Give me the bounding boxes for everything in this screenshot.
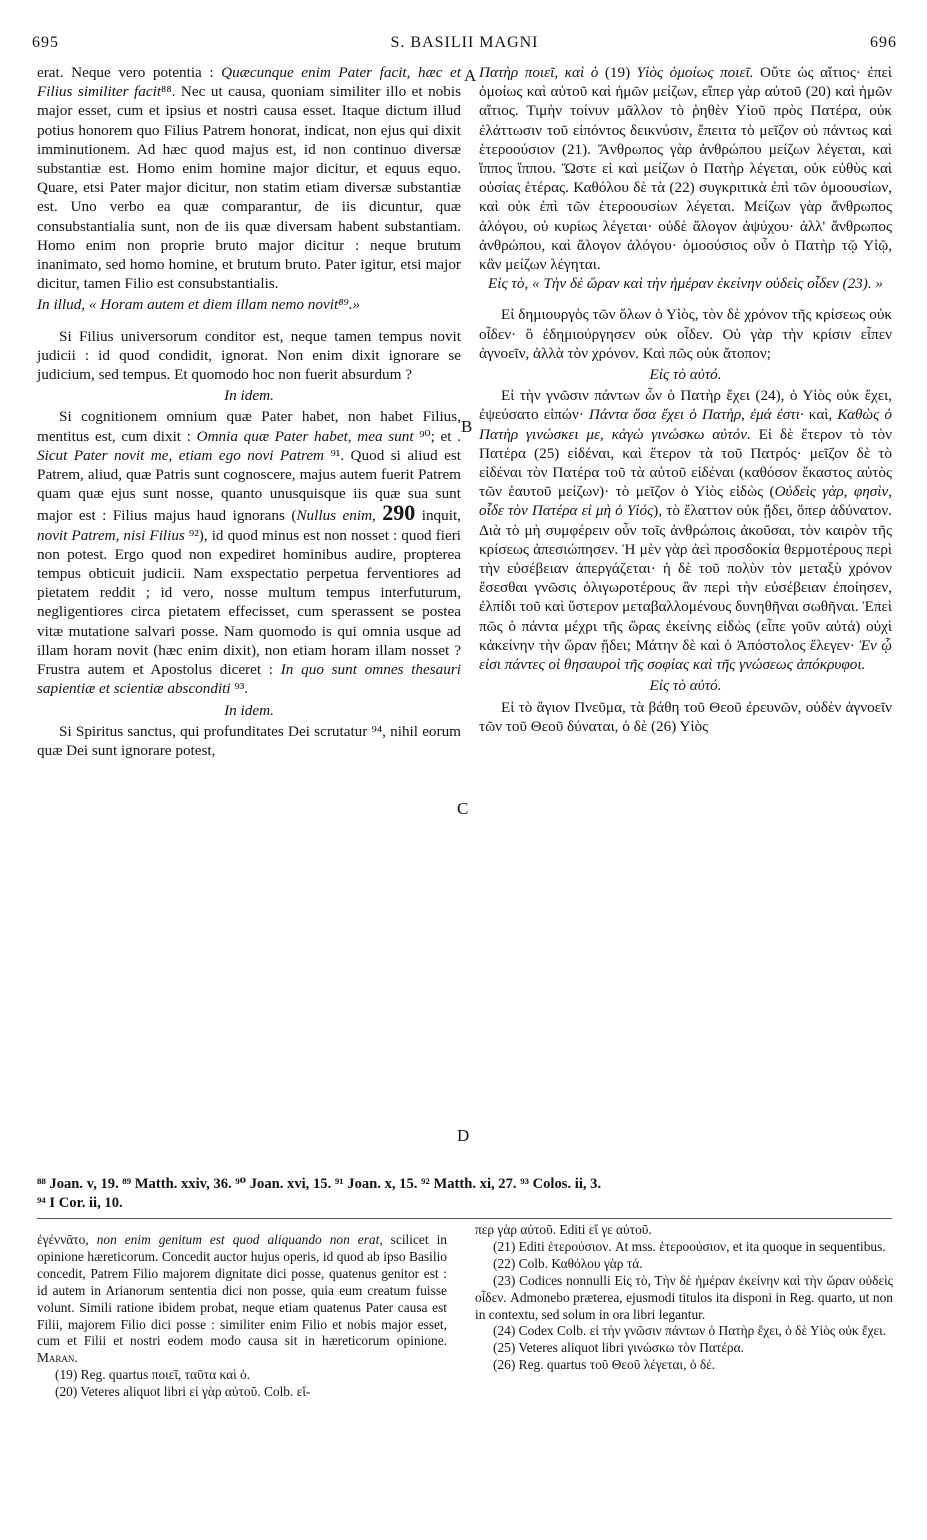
footnote-signature: Maran. bbox=[37, 1350, 78, 1366]
latin-section-title: In illud, « Horam autem et diem illam nemo novit⁸⁹.» bbox=[37, 296, 361, 314]
latin-heading-in-idem-2: In idem. bbox=[224, 701, 274, 719]
footnote-25: (25) Veteres aliquot libri γινώσκω τὸν Πατέρα. bbox=[493, 1340, 744, 1356]
greek-paragraph-4: Εἰ τὸ ἅγιον Πνεῦμα, τὰ βάθη τοῦ Θεοῦ ἐρευνῶν, οὐδὲν ἀγνοεῖν τῶν τοῦ Θεοῦ δύναται, ὁ δὲ (26) Υἱὸς bbox=[479, 698, 892, 735]
latin-column bbox=[37, 63, 461, 760]
latin-paragraph-2: Si Filius universorum conditor est, neque tamen tempus novit judicii : id quod condidit, ignorat. Non enim dixit ignorare se judicium, sed tempus. Et quomodo hoc non fuerit absurdum ? bbox=[37, 327, 461, 384]
footnote-commentary: ἐγέννᾶτο, non enim genitum est quod aliquando non erat, scilicet in opinione hæreticorum. Concedit auctor hujus operis, id quod ab ipso Basilio concedit, Patrem Filio majorem dignitate dici posse, quatenus genitor est : id autem in Arianorum sententia dici non posse, quia eum creatum fuisse volunt. Simili ratione ibidem probat, neque etiam quatenus Pater causa est Filii, majorem Filio dici posse : similiter enim Filio et nobis major esset, cum et Filii et nostri eodem modo causa sit in hæreticorum opinione. Maran. bbox=[37, 1232, 447, 1366]
page-header bbox=[32, 34, 897, 56]
greek-paragraph-2: Εἰ δημιουργὸς τῶν ὅλων ὁ Υἱὸς, τὸν δὲ χρόνον τῆς κρίσεως οὐκ οἶδεν· ὃ ἐδημιούργησεν οὐκ οἶδεν. Οὐ γὰρ τὴν κρίσιν εἶπεν ἀγνοεῖν, ἀλλὰ τὸν χρόνον. Καὶ πῶς οὐκ ἄτοπον; bbox=[479, 306, 892, 362]
margin-letter-c: C bbox=[457, 799, 469, 818]
references-line-2: ⁹⁴ I Cor. ii, 10. bbox=[37, 1195, 123, 1211]
greek-paragraph-3: Εἰ τὴν γνῶσιν πάντων ὧν ὁ Πατὴρ ἔχει (24), ὁ Υἱὸς οὐκ ἔχει, ἐψεύσατο εἰπών· Πάντα ὅσα ἔχει ὁ Πατὴρ, ἐμά ἐστι· καὶ, Καθὼς ὁ Πατὴρ γινώσκει με, κἀγὼ γινώσκω αὐτόν. Εἰ δὲ ἕτερον τὸ τὸν Πατέρα (25) εἰδέναι, καὶ ἕτερον τὰ τοῦ Πατρός· μεῖζον δὲ τὸ εἰδέναι τὸν Πατέρα τοῦ τὰ αὐτοῦ εἰδέναι (καθόσον ἕκαστος αὐτὸς τῶν ἑαυτοῦ μείζων)· τὸ μεῖζον ὁ Υἱὸς εἰδὼς (Οὐδεὶς γὰρ, φησὶν, οἶδε τὸν Πατέρα εἰ μὴ ὁ Υἱός), τὸ ἔλαττον οὐκ ᾔδει, ὅπερ ἀδύνατον. Διὰ τὸ μὴ συμφέρειν οὖν τοῖς ἀνθρώποις ἀκοῦσαι, τὸν καιρὸν τῆς κρίσεως ἀπεσιώπησεν. Ἡ μὲν γὰρ ἀεὶ προσδοκία θερμοτέρους περὶ τὴν εὐσέβειαν ἀπεργάζεται· ἡ δὲ τοῦ πολὺν τὸν μεταξὺ χρόνον ἔσεσθαι γνῶσις ὀλιγωροτέρους ἂν περὶ τὴν εὐσέβειαν ἐποίησεν, ἐλπίδι τοῦ καὶ ὕστερον μεταβαλλομένους δυνηθῆναι σωθῆναι. Ἐπεὶ πῶς ὁ πάντα μέχρι τῆς ὥρας ἐκείνης εἰδὼς (εἶπε γοῦν αὐτά) οὐχὶ κἀκείνην τὴν ὥραν ᾔδει; Μάτην δὲ καὶ ὁ Ἀπόστολος ἔλεγεν· Ἐν ᾧ εἰσι πάντες οἱ θησαυροὶ τῆς σοφίας καὶ τῆς γνώσεως ἀπόκρυφοι. bbox=[479, 387, 893, 674]
footnotes-right bbox=[475, 1222, 893, 1374]
margin-letter-a: A bbox=[464, 66, 477, 85]
latin-paragraph-1: erat. Neque vero potentia : Quæcunque enim Pater facit, hæc et Filius similiter facit⁸⁸. Nec ut causa, quoniam similiter illo et nobis major esset, cum et ipsius et nostri causa esset. Itaque dictum illud potius honorem quo Filius Patrem honorat, indicat, non ejus qui dixit imminutionem. Ad hæc quod majus est, id non continuo diversæ substantiæ est. Homo enim homine major dicitur, et equus equo. Quare, etsi Pater major dicitur, non statim etiam diversæ substantiæ est. Uno verbo ea quæ comparantur, de iis dicuntur, quæ consubstantialia sunt, non de iis quæ diversam habent substantiam. Homo enim non proprie bruto major dicitur : neque brutum inanimato, sed homo homine, et brutum bruto. Pater igitur, etsi major dicitur, tamen Filio est consubstantialis. bbox=[37, 64, 462, 293]
footnote-20-continued: περ γὰρ αὐτοῦ. Editi εἴ γε αὐτοῦ. bbox=[475, 1222, 652, 1237]
footnote-21: (21) Editi ἑτερούσιον. At mss. ἑτεροούσιον, et ita quoque in sequentibus. bbox=[493, 1238, 886, 1254]
margin-letter-d: D bbox=[457, 1126, 470, 1145]
footnote-26: (26) Reg. quartus τοῦ Θεοῦ λέγεται, ὁ δέ. bbox=[493, 1357, 716, 1373]
footnote-20: (20) Veteres aliquot libri εἰ γὰρ αὐτοῦ. Colb. εἴ- bbox=[55, 1384, 311, 1400]
margin-letter-b: B bbox=[461, 417, 473, 436]
greek-paragraph-1: Πατὴρ ποιεῖ, καὶ ὁ (19) Υἱὸς ὁμοίως ποιεῖ. Οὔτε ὡς αἴτιος· ἐπεὶ ὁμοίως καὶ αὐτοῦ καὶ ἡμῶν μείζων, εἴπερ γὰρ αὐτοῦ (20) καὶ ἡμῶν αἴτιος. Τιμὴν τοίνυν μᾶλλον τὸ ῥηθὲν Υἱοῦ πρὸς Πατέρα, οὐκ ἐλάττωσιν τοῦ εἰπόντος δεικνύσιν, ἔπειτα τὸ μεῖζον οὐ πάντως καὶ ἑτεροούσιον (21). Ἄνθρωπος γὰρ ἀνθρώπου μείζων λέγεται, καὶ ἵππος ἵππου. Ὥστε εἰ καὶ μείζων ὁ Πατὴρ λέγεται, οὐκ εὐθὺς καὶ οὐσίας ἑτέρας. Καθόλου δὲ τὰ (22) συγκριτικὰ ἐπὶ τῶν ὁμοουσίων, καὶ οὐκ ἐπὶ τῶν ἑτεροουσίων λέγεται. Μείζων γὰρ ἄνθρωπος ἀλόγου, οὐ κυρίως λέγεται· οὐδὲ ἄλογον ἀψύχου· ἀλλ' ἄνθρωπος ἀνθρώπου, καὶ ἄλογον ἀλόγου· ὁμοούσιος οὖν ὁ Πατὴρ τῷ Υἱῷ, κἂν μείζων λέγηται. bbox=[479, 64, 893, 274]
latin-paragraph-3: Si cognitionem omnium quæ Pater habet, non habet Filius, mentitus est, cum dixit : Omnia quæ Pater habet, mea sunt ⁹⁰; et . Sicut Pater novit me, etiam ego novi Patrem ⁹¹. Quod si aliud est Patrem, aliud, quæ Patris sunt cognoscere, majus autem fuerit Patrem quam quæ ejus sunt nosse, quanto unusquisque iis quæ sua sunt major est : Filius majus haud ignorans (Nullus enim, 290 inquit, novit Patrem, nisi Filius ⁹²), id quod minus est non nosset : quod fieri non potest. Ergo quod non expediret hominibus audire, propterea tempus obticuit judicii. Nam exspectatio perpetua ferventiores ad pietatem reddit ; id vero, nosse multum tempus interfuturum, negligentiores circa pietatem effecisset, cum sperassent se postea vitæ mutatione salvari posse. Nam quomodo is qui omnia usque ad illam horam novit (hæc enim dixit), non etiam horam illam nosset ? Frustra autem et Apostolus diceret : In quo sunt omnes thesauri sapientiæ et scientiæ absconditi ⁹³. bbox=[37, 408, 461, 698]
greek-column bbox=[479, 63, 892, 736]
scripture-references bbox=[37, 1175, 892, 1213]
page-number-right: 696 bbox=[870, 34, 897, 51]
footnote-24: (24) Codex Colb. εἰ τὴν γνῶσιν πάντων ὁ Πατὴρ ἔχει, ὁ δὲ Υἱὸς οὐκ ἔχει. bbox=[493, 1323, 887, 1339]
footnote-22: (22) Colb. Καθόλου γὰρ τά. bbox=[493, 1255, 643, 1271]
footnote-23: (23) Codices nonnulli Εἰς τὸ, Τὴν δὲ ἡμέραν ἐκείνην καὶ τὴν ὥραν οὐδεὶς οἶδεν. Admonebo præterea, ejusmodi titulos ita disponi in Reg. quarto, ut non in contextu, sed solum in ora libri legantur. bbox=[475, 1272, 893, 1322]
latin-paragraph-4: Si Spiritus sanctus, qui profunditates Dei scrutatur ⁹⁴, nihil eorum quæ Dei sunt ignorare potest, bbox=[37, 722, 461, 759]
greek-heading-eis-to-auto-1: Εἰς τὸ αὐτό. bbox=[649, 366, 722, 384]
footnote-divider bbox=[37, 1218, 892, 1219]
latin-heading-in-idem-1: In idem. bbox=[224, 387, 274, 405]
footnotes-left bbox=[37, 1232, 447, 1401]
page-number-left: 695 bbox=[32, 34, 59, 51]
footnote-19: (19) Reg. quartus ποιεῖ, ταῦτα καὶ ὁ. bbox=[55, 1367, 251, 1383]
references-line-1: ⁸⁸ Joan. v, 19. ⁸⁹ Matth. xxiv, 36. ⁹⁰ Joan. xvi, 15. ⁹¹ Joan. x, 15. ⁹² Matth. xi, 27. ⁹³ Colos. ii, 3. bbox=[37, 1176, 602, 1192]
greek-heading-eis-to-auto-2: Εἰς τὸ αὐτό. bbox=[649, 677, 722, 695]
greek-section-title: Εἰς τὸ, « Τὴν δὲ ὥραν καὶ τὴν ἡμέραν ἐκείνην οὐδεὶς οἶδεν (23). » bbox=[487, 275, 884, 293]
running-title: S. BASILII MAGNI bbox=[390, 34, 539, 51]
column-number: 290 bbox=[382, 500, 416, 526]
